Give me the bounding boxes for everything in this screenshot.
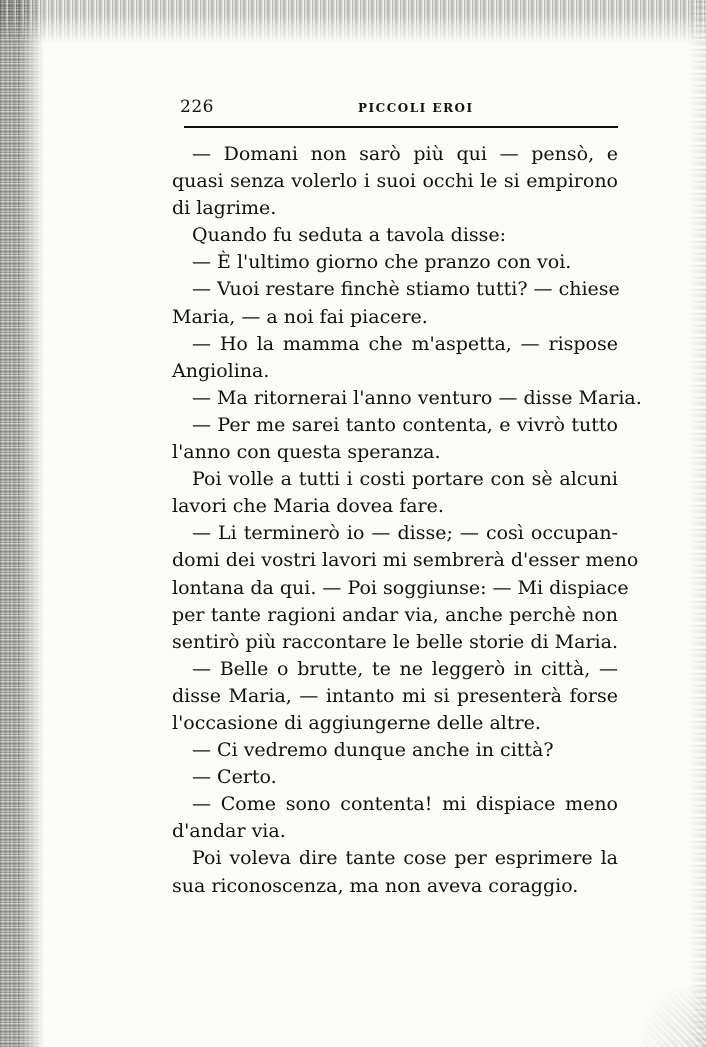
text-line: — Ma ritornerai l'anno venturo — disse Maria. xyxy=(192,386,642,409)
text-line: — Per me sarei tanto contenta, e vivrò tutto xyxy=(192,413,618,436)
text-line: sua riconoscenza, ma non aveva coraggio. xyxy=(172,874,579,897)
text-line: per tante ragioni andar via, anche perchè non xyxy=(172,603,618,626)
text-line: — Certo. xyxy=(192,766,277,789)
body-text xyxy=(172,141,642,900)
text-line: — Ho la mamma che m'aspetta, — rispose xyxy=(192,332,618,355)
text-line: — Li terminerò io — disse; — così occupan- xyxy=(192,522,618,545)
scan-edge-corner xyxy=(626,987,706,1047)
text-line: Poi volle a tutti i costi portare con sè alcuni xyxy=(192,468,618,491)
text-line: d'andar via. xyxy=(172,820,286,843)
text-line: — Vuoi restare finchè stiamo tutti? — chiese xyxy=(192,278,620,301)
scan-edge-left xyxy=(0,0,44,1047)
page-number: 226 xyxy=(180,97,214,117)
text-line: l'anno con questa speranza. xyxy=(172,441,441,464)
text-line: domi dei vostri lavori mi sembrerà d'esser meno xyxy=(172,549,639,572)
text-line: Angiolina. xyxy=(172,359,270,382)
text-line: — Belle o brutte, te ne leggerò in città, — xyxy=(192,657,618,680)
text-line: Maria, — a noi fai piacere. xyxy=(172,305,428,328)
header-rule xyxy=(184,126,618,128)
text-line: lontana da qui. — Poi soggiunse: — Mi dispiace xyxy=(172,576,629,599)
text-line: sentirò più raccontare le belle storie di Maria. xyxy=(172,630,618,653)
text-line: lavori che Maria dovea fare. xyxy=(172,495,444,518)
text-line: — Ci vedremo dunque anche in città? xyxy=(192,739,554,762)
scan-edge-right xyxy=(688,0,706,1047)
text-line: l'occasione di aggiungerne delle altre. xyxy=(172,711,541,734)
text-line: quasi senza volerlo i suoi occhi le si empirono xyxy=(172,170,618,193)
text-line: — Domani non sarò più qui — pensò, e xyxy=(192,143,618,165)
text-line: Quando fu seduta a tavola disse: xyxy=(192,224,507,247)
text-line: Poi voleva dire tante cose per esprimere la xyxy=(192,847,618,870)
scan-edge-top xyxy=(0,0,706,44)
text-line: — È l'ultimo giorno che pranzo con voi. xyxy=(192,251,572,274)
page-header xyxy=(180,97,618,123)
text-line: di lagrime. xyxy=(172,197,277,220)
text-line: disse Maria, — intanto mi si presenterà forse xyxy=(172,684,618,707)
text-line: — Come sono contenta! mi dispiace meno xyxy=(192,793,618,816)
running-title: PICCOLI EROI xyxy=(358,101,474,115)
